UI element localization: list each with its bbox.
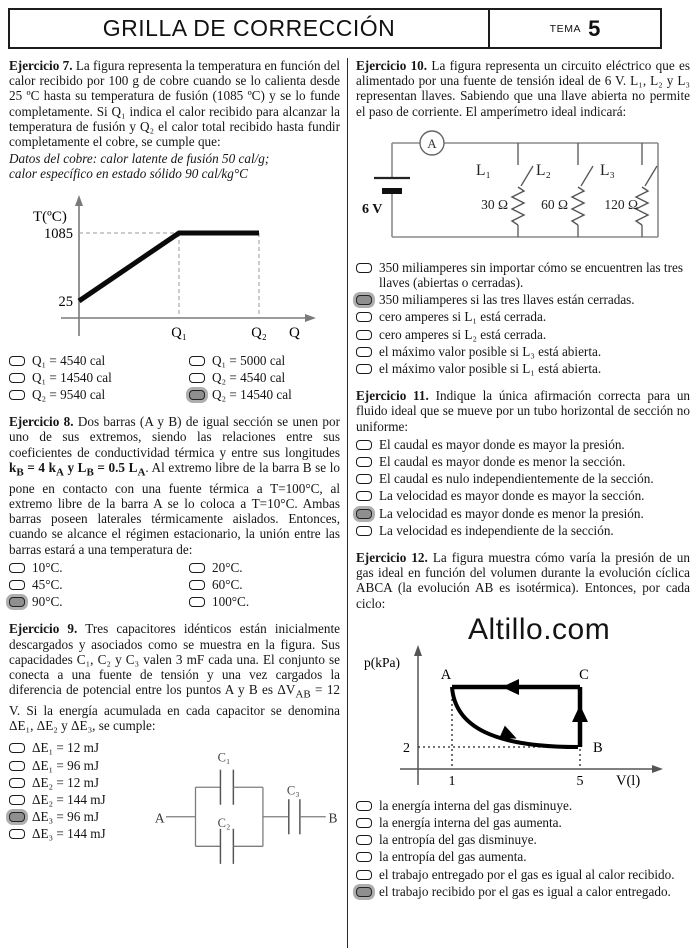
option-label: ΔE₁ = 96 mJ bbox=[32, 757, 100, 773]
exercise-8-text bbox=[9, 414, 340, 556]
checkbox-icon[interactable] bbox=[356, 263, 372, 273]
exercise-12-text bbox=[356, 550, 690, 611]
tema-cell bbox=[488, 10, 660, 47]
option[interactable] bbox=[9, 758, 149, 773]
checkbox-icon[interactable] bbox=[9, 812, 25, 822]
exercise-7-text bbox=[9, 58, 340, 149]
checkbox-icon[interactable] bbox=[356, 526, 372, 536]
exercise-8-options-right bbox=[189, 559, 340, 611]
checkbox-icon[interactable] bbox=[356, 870, 372, 880]
option-label: 100°C. bbox=[212, 594, 250, 610]
exercise-7-options bbox=[9, 352, 340, 404]
option-label: cero amperes si L₁ está cerrada. bbox=[379, 309, 547, 325]
option[interactable] bbox=[9, 353, 189, 368]
checkbox-icon[interactable] bbox=[9, 743, 25, 753]
exercise-8-body: Dos barras (A y B) de igual sección se unen por uno de sus extremos, siendo las relaciones entre sus coeficientes de conductividad térmica y entre sus longitudes $k_B = 4$ $k_A$ y $L_B = 0.5$ $L_A$. Al extremo libre de la barra B se lo pone en contacto con una fuente térmica a T=100°C, al extremo libre de la barra A se lo coloca a T=10°C. Ambas barras poseen laterales térmicamente aislados. Entonces, cuando se alcance el régimen estacionario, la unión entre las barras estará a una temperatura de: bbox=[9, 414, 341, 557]
checkbox-icon[interactable] bbox=[189, 563, 205, 573]
option-label: la entropía del gas aumenta. bbox=[379, 849, 527, 865]
option[interactable] bbox=[9, 594, 189, 609]
source-voltage-label: 6 V bbox=[362, 201, 383, 217]
option-label: ΔE₃ = 96 mJ bbox=[32, 809, 100, 825]
point-b-label: B bbox=[593, 739, 603, 756]
option[interactable] bbox=[9, 387, 189, 402]
option-label: Q₂ = 4540 cal bbox=[212, 369, 286, 385]
option-label: Q₂ = 14540 cal bbox=[212, 387, 292, 403]
checkbox-icon[interactable] bbox=[356, 330, 372, 340]
option[interactable] bbox=[356, 523, 690, 538]
pv-x-axis-label: V(l) bbox=[616, 772, 641, 789]
exercise-7-data-line-2: calor específico en estado sólido 90 cal/kg°C bbox=[9, 166, 248, 182]
checkbox-icon[interactable] bbox=[356, 295, 372, 305]
pv-y-axis-label: p(kPa) bbox=[364, 654, 400, 670]
option-label: el máximo valor posible si L₃ está abierta. bbox=[379, 343, 602, 359]
exercise-10-options bbox=[356, 259, 690, 377]
option-label: el trabajo recibido por el gas es igual a calor entregado. bbox=[379, 883, 671, 899]
right-column bbox=[356, 58, 690, 911]
left-column bbox=[9, 58, 340, 900]
checkbox-icon[interactable] bbox=[356, 457, 372, 467]
ammeter-label: A bbox=[427, 135, 437, 151]
option-label: ΔE₁ = 12 mJ bbox=[32, 740, 100, 756]
option-label: El caudal es nulo independientemente de la sección. bbox=[379, 471, 654, 487]
option-label: 45°C. bbox=[32, 576, 63, 592]
option-label: el máximo valor posible si L₁ está abierta. bbox=[379, 361, 602, 377]
option[interactable] bbox=[356, 454, 690, 469]
capacitor-circuit-diagram bbox=[153, 739, 340, 889]
exercise-10-text bbox=[356, 58, 690, 119]
exercise-7-body: La figura representa la temperatura en función del calor recibido por 100 g de cobre cuando se lo calienta desde 25 ºC hasta su temperatura de fusión (1085 ºC) y se lo funde completamente. Si Q₁ indica el calor recibido para alcanzar la temperatura de fusión y Q₂ el calor total recibido hasta fundir completamente el cobre, se cumple que: bbox=[9, 58, 340, 150]
option[interactable] bbox=[356, 327, 690, 342]
node-a-label: A bbox=[155, 810, 165, 826]
exercise-12-options bbox=[356, 797, 690, 900]
page-title: GRILLA DE CORRECCIÓN bbox=[102, 15, 396, 41]
checkbox-icon[interactable] bbox=[356, 852, 372, 862]
exercise-9-options bbox=[9, 739, 149, 889]
point-a-label: A bbox=[440, 666, 452, 683]
option[interactable] bbox=[9, 792, 149, 807]
watermark: Altillo.com bbox=[468, 612, 611, 646]
exercise-7-data-line-1: Datos del cobre: calor latente de fusión 50 cal/g; bbox=[9, 151, 270, 167]
option[interactable] bbox=[189, 560, 340, 575]
resistor-60-label: 60 Ω bbox=[541, 196, 568, 212]
resistor-120-label: 120 Ω bbox=[604, 196, 638, 212]
option[interactable] bbox=[9, 370, 189, 385]
option-label: 10°C. bbox=[32, 559, 63, 575]
option[interactable] bbox=[9, 826, 149, 841]
option-label: la energía interna del gas aumenta. bbox=[379, 815, 562, 831]
option[interactable] bbox=[356, 488, 690, 503]
point-c-label: C bbox=[579, 666, 589, 683]
capacitor-c2-label: C₂ bbox=[218, 816, 231, 831]
switch-l1-label: L₁ bbox=[476, 161, 491, 179]
exercise-9-title: Ejercicio 9. bbox=[9, 621, 78, 637]
temp-chart-y-axis-label: T(ºC) bbox=[33, 208, 67, 225]
checkbox-icon[interactable] bbox=[356, 364, 372, 374]
checkbox-icon[interactable] bbox=[356, 509, 372, 519]
temp-chart-x-axis-label: Q bbox=[289, 324, 300, 341]
pv-xtick-1: 1 bbox=[448, 773, 456, 789]
header bbox=[8, 8, 662, 49]
option[interactable] bbox=[356, 309, 690, 324]
option-label: la energía interna del gas disminuye. bbox=[379, 797, 573, 813]
exercise-8-options-left bbox=[9, 559, 189, 611]
node-b-label: B bbox=[328, 810, 338, 826]
option[interactable] bbox=[356, 884, 690, 899]
option-label: La velocidad es mayor donde es mayor la sección. bbox=[379, 488, 645, 504]
option-label: La velocidad es mayor donde es menor la presión. bbox=[379, 505, 644, 521]
exercise-9-options-and-figure bbox=[9, 739, 340, 889]
option[interactable] bbox=[189, 353, 340, 368]
option[interactable] bbox=[356, 361, 690, 376]
option-label: ΔE₂ = 12 mJ bbox=[32, 774, 100, 790]
exercise-11-text bbox=[356, 388, 690, 434]
exercise-9-body: Tres capacitores idénticos están inicialmente descargados y asociados como se muestra en la figura. Sus capacidades C₁, C₂ y C₃ valen 3 mF cada una. El conjunto se conecta a una fuente de tensión y una vez cargados la diferencia de potencial entre los puntos A y B es $\Delta V_{AB} = 12$ V. Si la energía acumulada en cada capacitor se denomina ΔE₁, ΔE₂ y ΔE₃, se cumple: bbox=[9, 621, 341, 734]
option[interactable] bbox=[356, 506, 690, 521]
pv-xtick-5: 5 bbox=[576, 773, 584, 789]
exercise-10-body: La figura representa un circuito eléctrico que es alimentado por una fuente de tensión ideal de 6 V. L₁, L₂ y L₃ representan llaves. Sabiendo que una llave abierta no permite el paso de corriente. El amperímetro ideal indicará: bbox=[356, 58, 690, 119]
option-label: ΔE₃ = 144 mJ bbox=[32, 826, 106, 842]
option-label: 350 miliamperes si las tres llaves están cerradas. bbox=[379, 292, 635, 308]
checkbox-icon[interactable] bbox=[189, 580, 205, 590]
tema-number: 5 bbox=[588, 15, 601, 41]
checkbox-icon[interactable] bbox=[9, 795, 25, 805]
checkbox-icon[interactable] bbox=[9, 580, 25, 590]
checkbox-icon[interactable] bbox=[356, 801, 372, 811]
option[interactable] bbox=[356, 832, 690, 847]
checkbox-icon[interactable] bbox=[189, 356, 205, 366]
checkbox-icon[interactable] bbox=[356, 347, 372, 357]
option-label: cero amperes si L₂ está cerrada. bbox=[379, 326, 547, 342]
switch-l2-label: L₂ bbox=[536, 161, 551, 179]
exercise-7-options-left bbox=[9, 352, 189, 404]
option[interactable] bbox=[356, 471, 690, 486]
option[interactable] bbox=[356, 260, 690, 290]
checkbox-icon[interactable] bbox=[356, 835, 372, 845]
temp-chart-xtick-q2: Q₂ bbox=[251, 324, 267, 341]
parallel-circuit-diagram bbox=[360, 123, 678, 253]
tema-label: TEMA bbox=[549, 22, 582, 35]
option[interactable] bbox=[189, 370, 340, 385]
capacitor-c3-label: C₃ bbox=[287, 783, 301, 798]
exercise-7 bbox=[9, 58, 340, 403]
option[interactable] bbox=[356, 437, 690, 452]
resistor-30-label: 30 Ω bbox=[481, 196, 508, 212]
option-label: 90°C. bbox=[32, 594, 63, 610]
exercise-7-options-right bbox=[189, 352, 340, 404]
option-label: 20°C. bbox=[212, 559, 243, 575]
checkbox-icon[interactable] bbox=[189, 390, 205, 400]
temp-chart-ytick-25: 25 bbox=[58, 293, 73, 310]
option[interactable] bbox=[356, 344, 690, 359]
option[interactable] bbox=[356, 867, 690, 882]
option[interactable] bbox=[189, 387, 340, 402]
exercise-9 bbox=[9, 621, 340, 889]
option[interactable] bbox=[356, 292, 690, 307]
pv-diagram bbox=[356, 635, 686, 793]
pv-ytick-2: 2 bbox=[403, 740, 410, 756]
option-label: Q₁ = 5000 cal bbox=[212, 352, 286, 368]
exercise-11-title: Ejercicio 11. bbox=[356, 388, 429, 404]
checkbox-icon[interactable] bbox=[189, 597, 205, 607]
option-label: el trabajo entregado por el gas es igual al calor recibido. bbox=[379, 866, 675, 882]
checkbox-icon[interactable] bbox=[9, 761, 25, 771]
option[interactable] bbox=[9, 560, 189, 575]
temp-chart-ytick-1085: 1085 bbox=[44, 225, 73, 242]
option[interactable] bbox=[356, 798, 690, 813]
checkbox-icon[interactable] bbox=[9, 829, 25, 839]
option[interactable] bbox=[9, 577, 189, 592]
temp-chart-xtick-q1: Q₁ bbox=[171, 324, 187, 341]
pv-diagram-figure bbox=[356, 612, 690, 793]
checkbox-icon[interactable] bbox=[356, 440, 372, 450]
exercise-12-title: Ejercicio 12. bbox=[356, 550, 428, 566]
option[interactable] bbox=[9, 740, 149, 755]
option-label: Q₁ = 14540 cal bbox=[32, 369, 112, 385]
option[interactable] bbox=[9, 809, 149, 824]
checkbox-icon[interactable] bbox=[9, 373, 25, 383]
option-label: Q₂ = 9540 cal bbox=[32, 387, 106, 403]
exercise-10 bbox=[356, 58, 690, 377]
option-label: ΔE₂ = 144 mJ bbox=[32, 791, 106, 807]
option-label: Q₁ = 4540 cal bbox=[32, 352, 106, 368]
checkbox-icon[interactable] bbox=[356, 312, 372, 322]
checkbox-icon[interactable] bbox=[356, 491, 372, 501]
exercise-8 bbox=[9, 414, 340, 610]
checkbox-icon[interactable] bbox=[356, 474, 372, 484]
switch-l3-label: L₃ bbox=[600, 161, 615, 179]
exercise-8-options bbox=[9, 559, 340, 611]
checkbox-icon[interactable] bbox=[9, 563, 25, 573]
exercise-10-title: Ejercicio 10. bbox=[356, 58, 428, 73]
checkbox-icon[interactable] bbox=[189, 373, 205, 383]
option-label: La velocidad es independiente de la sección. bbox=[379, 522, 614, 538]
option-label: El caudal es mayor donde es menor la sección. bbox=[379, 454, 626, 470]
exercise-9-text bbox=[9, 621, 340, 733]
exercise-8-title: Ejercicio 8. bbox=[9, 414, 74, 430]
column-divider bbox=[347, 58, 348, 948]
exercise-7-title: Ejercicio 7. bbox=[9, 58, 73, 73]
option-label: 60°C. bbox=[212, 576, 243, 592]
option-label: 350 miliamperes sin importar cómo se encuentren las tres llaves (abiertas o cerradas). bbox=[379, 259, 683, 291]
checkbox-icon[interactable] bbox=[356, 887, 372, 897]
option[interactable] bbox=[189, 577, 340, 592]
exercise-11-body: Indique la única afirmación correcta para un fluido ideal que se mueve por un tubo horizontal de sección no uniforme: bbox=[356, 388, 691, 434]
option-label: El caudal es mayor donde es mayor la presión. bbox=[379, 436, 625, 452]
exercise-11 bbox=[356, 388, 690, 539]
exercise-11-options bbox=[356, 436, 690, 539]
option[interactable] bbox=[356, 815, 690, 830]
exercise-12-body: La figura muestra cómo varía la presión de un gas ideal en función del volumen durante la evolución cíclica ABCA (la evolución AB es isotérmica). Entonces, por cada ciclo: bbox=[356, 550, 690, 611]
checkbox-icon[interactable] bbox=[9, 356, 25, 366]
checkbox-icon[interactable] bbox=[356, 818, 372, 828]
checkbox-icon[interactable] bbox=[9, 778, 25, 788]
option[interactable] bbox=[356, 849, 690, 864]
checkbox-icon[interactable] bbox=[9, 597, 25, 607]
capacitor-c1-label: C₁ bbox=[218, 750, 231, 765]
option[interactable] bbox=[189, 594, 340, 609]
option-label: la entropía del gas disminuye. bbox=[379, 832, 537, 848]
temp-heat-chart bbox=[11, 190, 333, 342]
exercise-12 bbox=[356, 550, 690, 900]
checkbox-icon[interactable] bbox=[9, 390, 25, 400]
option[interactable] bbox=[9, 775, 149, 790]
